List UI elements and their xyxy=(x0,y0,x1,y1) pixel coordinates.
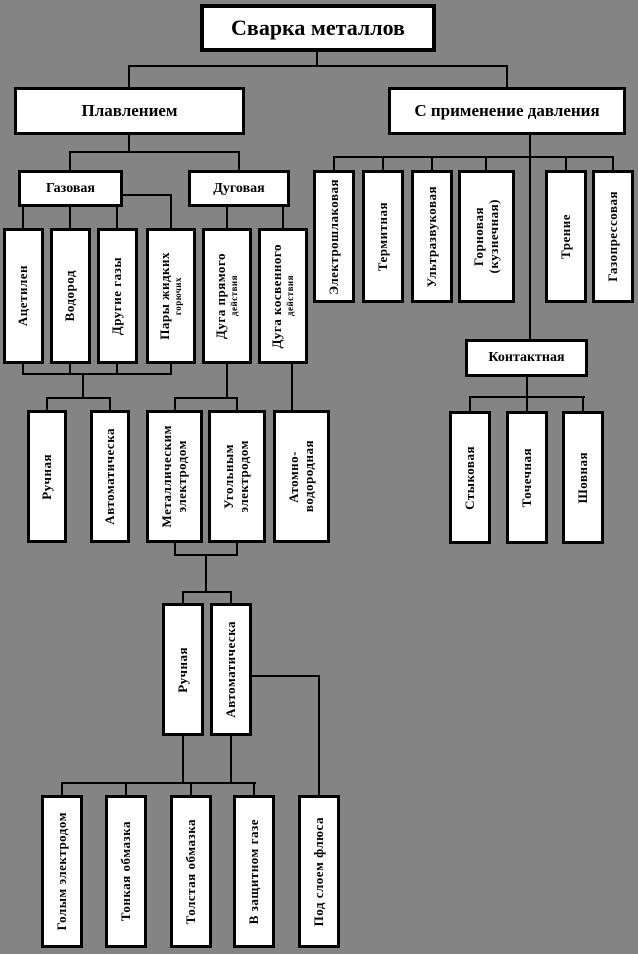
node-label: электродом xyxy=(236,440,251,513)
node-label: (кузнечная) xyxy=(485,199,501,274)
node-label: Ацетилен xyxy=(15,265,31,327)
node-contact xyxy=(465,339,588,377)
node-with-pressure xyxy=(388,87,626,135)
connector-line xyxy=(69,151,240,153)
node-label: Тонкая обмазка xyxy=(117,821,133,922)
node-seam xyxy=(562,411,604,544)
node-label: Дуга прямого xyxy=(213,252,229,340)
connector-line xyxy=(61,782,63,796)
connector-line xyxy=(382,156,384,171)
node-label: Стыковая xyxy=(461,445,477,510)
node-label: электродом xyxy=(173,440,189,513)
connector-line xyxy=(174,397,238,399)
connector-line xyxy=(22,206,24,229)
connector-line xyxy=(174,397,176,411)
connector-line xyxy=(69,151,71,171)
node-forge xyxy=(458,170,515,303)
connector-line xyxy=(291,363,293,411)
connector-line xyxy=(469,396,471,412)
connector-line xyxy=(529,134,531,340)
connector-line xyxy=(485,156,487,171)
connector-line xyxy=(236,397,238,411)
node-hydrogen xyxy=(50,228,91,364)
node-label: Дуга косвенного xyxy=(269,243,285,349)
connector-line xyxy=(226,206,228,229)
node-label: Ручная xyxy=(174,646,190,693)
node-label: Горновая xyxy=(470,206,486,267)
node-arc-manual xyxy=(162,603,204,736)
connector-line xyxy=(431,156,433,171)
connector-line xyxy=(253,782,255,796)
connector-line xyxy=(128,65,130,88)
node-gas-press xyxy=(592,170,634,303)
node-shielded-gas xyxy=(233,795,275,948)
node-label: Толстая обмазка xyxy=(182,818,198,925)
connector-line xyxy=(612,156,614,171)
connector-line xyxy=(205,554,207,593)
connector-line xyxy=(230,735,232,784)
node-acetylene xyxy=(3,228,44,364)
node-arc-automatic xyxy=(210,603,252,736)
node-label: Плавлением xyxy=(81,101,178,120)
node-label: Трение xyxy=(557,214,573,259)
connector-line xyxy=(226,363,228,399)
node-label: Ручная xyxy=(38,453,54,500)
connector-line xyxy=(282,206,284,229)
node-other-gases xyxy=(97,228,138,364)
node-indirect-action-arc xyxy=(258,228,308,364)
connector-line xyxy=(128,65,508,67)
node-label: Атомно- xyxy=(285,450,301,503)
node-metal-electrode xyxy=(146,410,203,543)
node-gas-manual xyxy=(27,410,67,543)
connector-line xyxy=(46,397,48,411)
node-label: Контактная xyxy=(488,350,565,365)
connector-line xyxy=(116,206,118,229)
node-label: Водород xyxy=(62,270,78,322)
connector-line xyxy=(61,782,256,784)
node-label: В защитном газе xyxy=(245,818,261,925)
node-label: Голым электродом xyxy=(53,812,69,931)
node-label: горючих xyxy=(173,276,184,316)
node-label: Угольным xyxy=(221,443,237,510)
node-liquid-fuel-vapors xyxy=(146,228,196,364)
node-label: Сварка металлов xyxy=(231,15,405,40)
connector-line xyxy=(122,194,172,196)
connector-line xyxy=(238,151,240,171)
node-bare-electrode xyxy=(41,795,83,948)
node-gas-automatic xyxy=(90,410,130,543)
connector-line xyxy=(251,675,320,677)
node-ultrasonic xyxy=(411,170,453,303)
node-melting xyxy=(14,87,245,135)
node-label: Автоматическа xyxy=(222,621,238,718)
node-label: Другие газы xyxy=(109,256,125,336)
connector-line xyxy=(69,206,71,229)
node-carbon-electrode xyxy=(208,410,266,543)
connector-line xyxy=(182,735,184,784)
connector-line xyxy=(82,373,84,399)
connector-line xyxy=(526,376,528,398)
connector-line xyxy=(333,156,335,171)
connector-line xyxy=(318,675,320,796)
connector-line xyxy=(190,782,192,796)
node-arc-welding xyxy=(188,170,290,207)
node-label: Дуговая xyxy=(213,180,265,196)
connector-line xyxy=(582,396,584,412)
node-label: Металлическим xyxy=(158,425,174,528)
connector-line xyxy=(125,782,127,796)
node-flux-layer xyxy=(298,795,340,948)
node-label: Автоматическа xyxy=(101,428,117,525)
connector-line xyxy=(565,156,567,171)
connector-line xyxy=(22,373,172,375)
node-thin-coating xyxy=(105,795,147,948)
node-label: Пары жидких xyxy=(157,252,173,340)
node-gas-welding xyxy=(18,170,123,207)
node-label: Газопрессовая xyxy=(604,191,620,282)
node-label: действия xyxy=(285,275,296,317)
connector-line xyxy=(506,65,508,88)
connector-line xyxy=(109,397,111,411)
node-welding-of-metals xyxy=(200,4,436,52)
node-label: Электрошлаковая xyxy=(325,178,341,295)
node-label: водородная xyxy=(300,440,316,513)
node-label: Под слоем флюса xyxy=(310,816,326,927)
node-label: С применение давления xyxy=(414,101,600,120)
node-label: Шовная xyxy=(574,451,590,504)
node-label: Ультразвуковая xyxy=(423,185,439,288)
node-label: Точечная xyxy=(518,447,534,508)
connector-line xyxy=(526,396,528,412)
connector-line xyxy=(46,397,111,399)
connector-line xyxy=(182,591,232,593)
node-direct-action-arc xyxy=(202,228,252,364)
node-atomic-hydrogen xyxy=(273,410,330,543)
node-butt xyxy=(449,411,491,544)
connector-line xyxy=(170,194,172,229)
node-thermite xyxy=(362,170,404,303)
node-label: действия xyxy=(229,275,240,317)
node-friction xyxy=(545,170,587,303)
node-electroslag xyxy=(313,170,355,303)
node-label: Термитная xyxy=(374,201,390,272)
connector-line xyxy=(333,156,614,158)
node-label: Газовая xyxy=(45,180,95,196)
node-thick-coating xyxy=(170,795,212,948)
node-spot xyxy=(506,411,548,544)
